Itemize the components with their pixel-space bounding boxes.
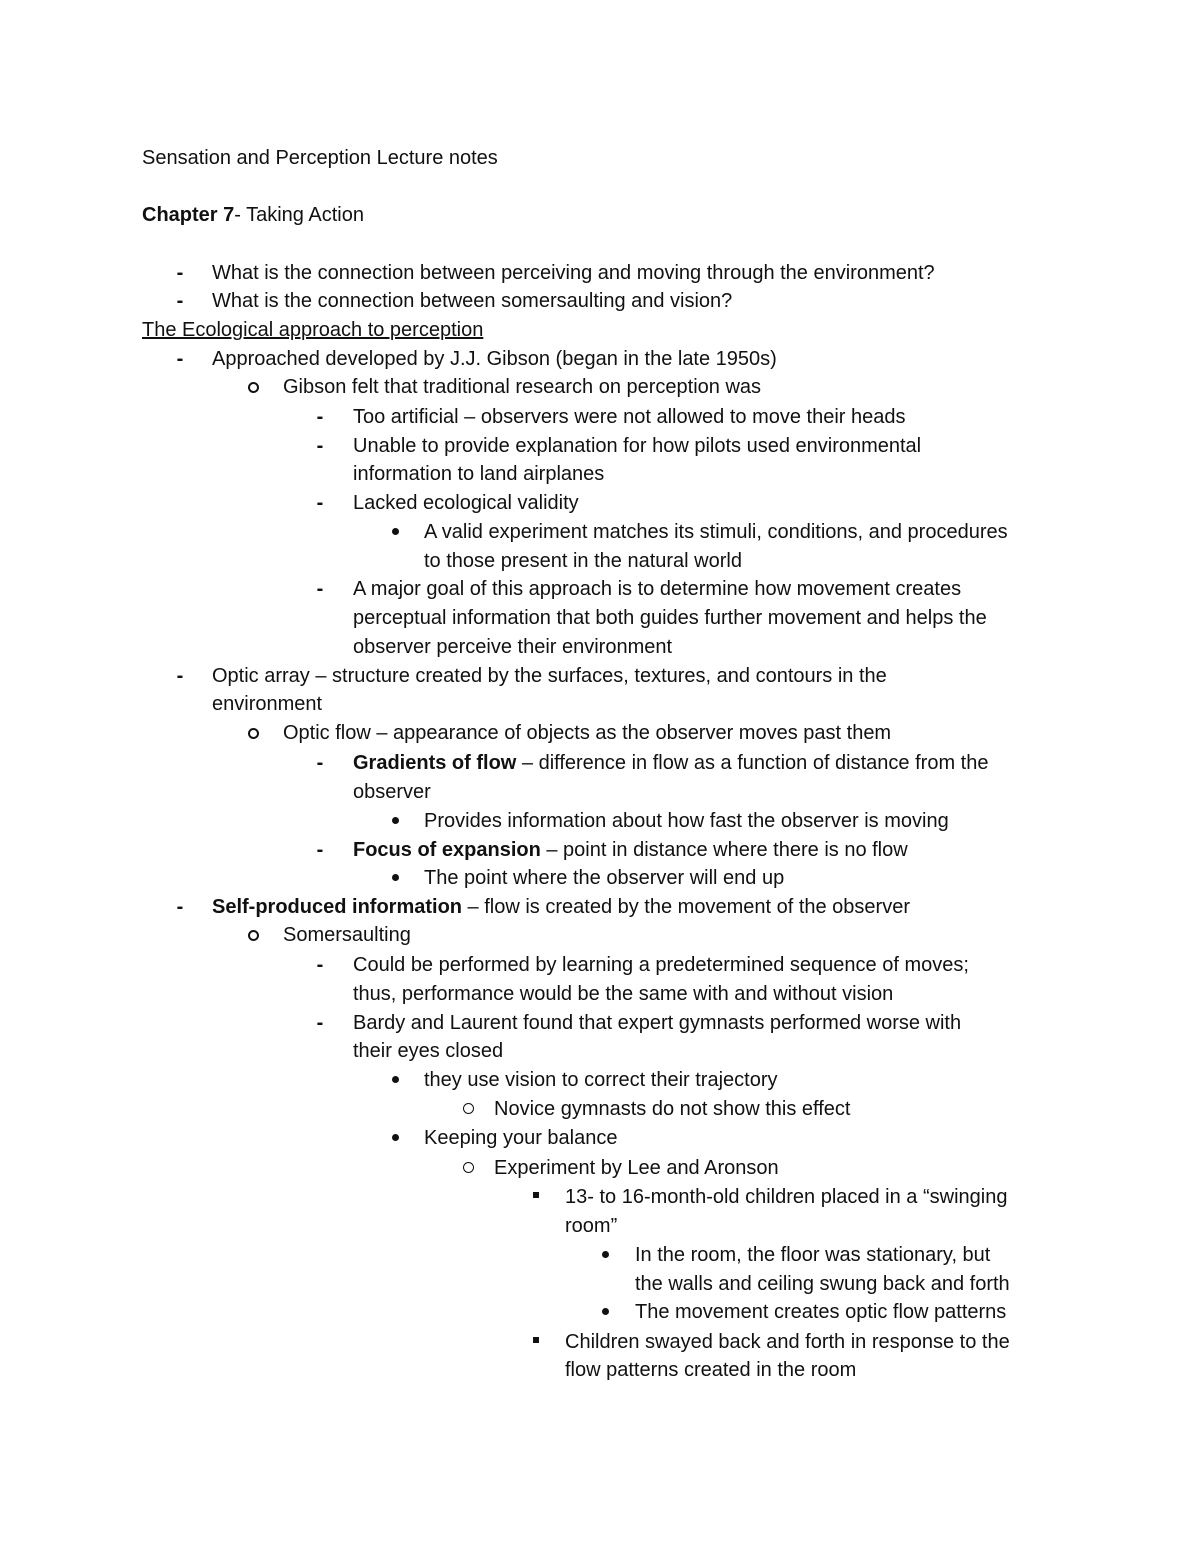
document-title: Sensation and Perception Lecture notes bbox=[142, 147, 498, 169]
list-item bbox=[212, 895, 910, 919]
question-2: What is the connection between somersaulting and vision? bbox=[212, 290, 733, 312]
list-item-continued: their eyes closed bbox=[353, 1040, 504, 1062]
dash-bullet: - bbox=[176, 896, 184, 918]
dash-bullet: - bbox=[316, 954, 324, 976]
list-item: The movement creates optic flow patterns bbox=[635, 1301, 1007, 1323]
dot-bullet bbox=[392, 874, 399, 881]
list-item-continued: information to land airplanes bbox=[353, 463, 605, 485]
list-item: A major goal of this approach is to determine how movement creates bbox=[353, 578, 962, 600]
ring-bullet bbox=[248, 930, 259, 941]
list-item-continued: room” bbox=[565, 1215, 618, 1237]
dot-bullet bbox=[392, 1134, 399, 1141]
list-item: In the room, the floor was stationary, but bbox=[635, 1244, 991, 1266]
chapter-subtitle: - Taking Action bbox=[234, 204, 364, 226]
list-item-continued: perceptual information that both guides further movement and helps the bbox=[353, 607, 987, 629]
list-item-continued: environment bbox=[212, 693, 323, 715]
square-bullet bbox=[533, 1337, 539, 1343]
term-focus-of-expansion: Focus of expansion bbox=[353, 839, 541, 861]
dash-bullet: - bbox=[316, 1012, 324, 1034]
list-item: Gibson felt that traditional research on perception was bbox=[283, 376, 762, 398]
list-item: Experiment by Lee and Aronson bbox=[494, 1157, 779, 1179]
list-item: Approached developed by J.J. Gibson (began in the late 1950s) bbox=[212, 348, 777, 370]
chapter-heading bbox=[142, 203, 364, 227]
list-item: Too artificial – observers were not allowed to move their heads bbox=[353, 406, 906, 428]
dash-bullet: - bbox=[176, 665, 184, 687]
question-1: What is the connection between perceiving and moving through the environment? bbox=[212, 262, 935, 284]
dot-bullet bbox=[602, 1308, 609, 1315]
list-item-continued: thus, performance would be the same with and without vision bbox=[353, 983, 894, 1005]
list-item: Provides information about how fast the observer is moving bbox=[424, 810, 949, 832]
square-bullet bbox=[533, 1192, 539, 1198]
dash-bullet: - bbox=[176, 348, 184, 370]
list-item: they use vision to correct their trajectory bbox=[424, 1069, 778, 1091]
dash-bullet: - bbox=[316, 752, 324, 774]
list-item: Keeping your balance bbox=[424, 1127, 618, 1149]
term-self-produced-information: Self-produced information bbox=[212, 896, 462, 918]
circle-bullet bbox=[463, 1103, 474, 1114]
circle-bullet bbox=[463, 1162, 474, 1173]
list-item bbox=[353, 838, 908, 862]
list-item: 13- to 16-month-old children placed in a “swinging bbox=[565, 1186, 1008, 1208]
dash-bullet: - bbox=[316, 578, 324, 600]
dot-bullet bbox=[392, 528, 399, 535]
dash-bullet: - bbox=[316, 435, 324, 457]
list-item: Bardy and Laurent found that expert gymnasts performed worse with bbox=[353, 1012, 962, 1034]
term-gradients-of-flow: Gradients of flow bbox=[353, 752, 517, 774]
definition-text: – difference in flow as a function of distance from the bbox=[516, 752, 989, 774]
list-item: The point where the observer will end up bbox=[424, 867, 785, 889]
list-item: Children swayed back and forth in response to the bbox=[565, 1331, 1010, 1353]
ring-bullet bbox=[248, 728, 259, 739]
section-heading: The Ecological approach to perception bbox=[142, 319, 484, 341]
list-item: Unable to provide explanation for how pilots used environmental bbox=[353, 435, 922, 457]
list-item-continued: flow patterns created in the room bbox=[565, 1359, 857, 1381]
list-item: Somersaulting bbox=[283, 924, 411, 946]
list-item: Lacked ecological validity bbox=[353, 492, 579, 514]
list-item: Novice gymnasts do not show this effect bbox=[494, 1098, 851, 1120]
dot-bullet bbox=[602, 1251, 609, 1258]
list-item: Optic array – structure created by the surfaces, textures, and contours in the bbox=[212, 665, 887, 687]
list-item-continued: the walls and ceiling swung back and forth bbox=[635, 1273, 1010, 1295]
ring-bullet bbox=[248, 382, 259, 393]
dash-bullet: - bbox=[176, 290, 184, 312]
list-item: Could be performed by learning a predetermined sequence of moves; bbox=[353, 954, 969, 976]
dash-bullet: - bbox=[316, 492, 324, 514]
list-item-continued: observer perceive their environment bbox=[353, 636, 673, 658]
dot-bullet bbox=[392, 1076, 399, 1083]
dash-bullet: - bbox=[176, 262, 184, 284]
list-item bbox=[353, 751, 988, 775]
list-item-continued: to those present in the natural world bbox=[424, 550, 742, 572]
chapter-label: Chapter 7 bbox=[142, 204, 235, 226]
definition-text: – point in distance where there is no flow bbox=[540, 839, 908, 861]
list-item: Optic flow – appearance of objects as the observer moves past them bbox=[283, 722, 892, 744]
definition-text: – flow is created by the movement of the observer bbox=[462, 896, 910, 918]
list-item-continued: observer bbox=[353, 781, 431, 803]
list-item: A valid experiment matches its stimuli, conditions, and procedures bbox=[424, 521, 1008, 543]
dash-bullet: - bbox=[316, 839, 324, 861]
dot-bullet bbox=[392, 817, 399, 824]
dash-bullet: - bbox=[316, 406, 324, 428]
